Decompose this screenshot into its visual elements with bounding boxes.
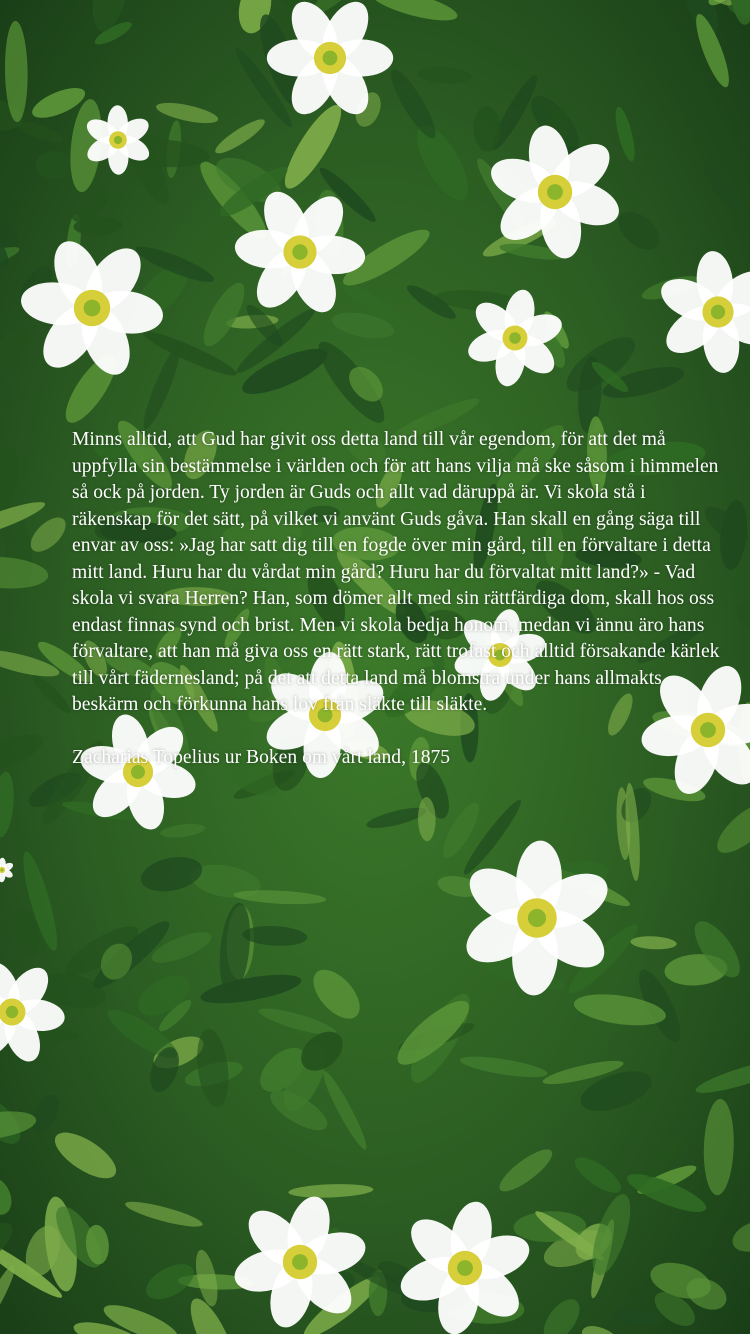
quote-block	[72, 427, 722, 771]
quote-text: Minns alltid, att Gud har givit oss detta land till vår egendom, för att det må uppfylla sin bestämmelse i världen och för att hans vilja må ske såsom i himmelen så ock på jorden. Ty jorden är Guds och allt vad däruppå är. Vi skola stå i räkenskap för det sätt, på vilket vi använt Guds gåva. Han skall en gång säga till envar av oss: »Jag har satt dig till en fogde över min gård, till en förvaltare i detta mitt land. Huru har du vårdat min gård? Huru har du förvaltat mitt land?» - Vad skola vi svara Herren? Han, som dömer allt med sin rättfärdiga dom, skall hos oss endast finnas synd och brist. Men vi skola bedja honom, medan vi ännu äro hans förvaltare, att han må giva oss en rätt stark, rätt trofast och alltid försakande kärlek till vårt fädernesland; på det att detta land må blomstra under hans allmakts beskärm och förkunna hans lov från släkte till släkte.	[72, 429, 720, 715]
quote-attribution: Zacharias Topelius ur Boken om vårt land, 1875	[72, 746, 451, 768]
